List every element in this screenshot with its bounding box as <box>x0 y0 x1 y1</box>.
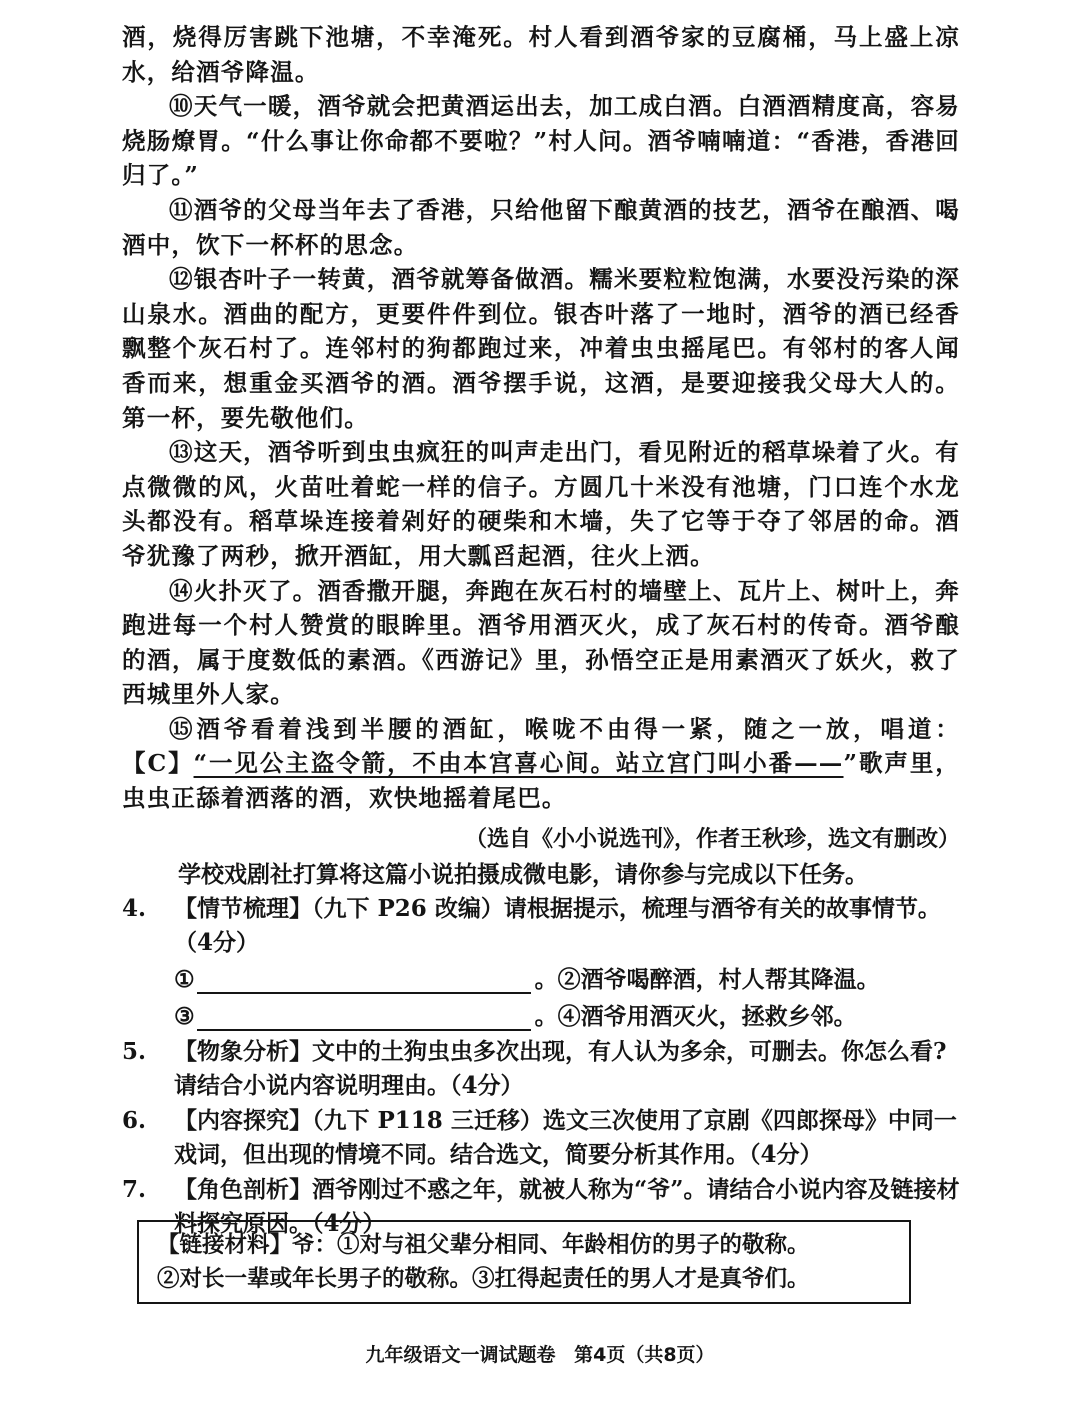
blank-followup: 。④酒爷用酒灭火，拯救乡邻。 <box>534 1002 857 1030</box>
blank-marker: ① <box>174 965 195 993</box>
page-footer <box>0 1340 1080 1367</box>
task-intro: 学校戏剧社打算将这篇小说拍摄成微电影，请你参与完成以下任务。 <box>178 860 868 888</box>
question-number: 5. <box>122 1037 147 1065</box>
question-list <box>122 892 960 1242</box>
exam-title: 九年级语文一调试题卷 <box>365 1344 556 1366</box>
question-5 <box>122 1035 960 1104</box>
paragraph-15-tail: ”歌声里，虫虫正舔着洒落的酒，欢快地摇着尾巴。 <box>122 749 960 813</box>
question-6 <box>122 1104 960 1173</box>
question-number: 4. <box>122 894 147 922</box>
paragraph-12: ⑫银杏叶子一转黄，酒爷就筹备做酒。糯米要粒粒饱满，水要没污染的深山泉水。酒曲的配方，更要件件到位。银杏叶落了一地时，酒爷的酒已经香飘整个灰石村了。连邻村的狗都跑过来，冲着虫虫摇尾巴。有邻村的客人闻香而来，想重金买酒爷的酒。酒爷摆手说，这酒，是要迎接我父母大人的。第一杯，要先敬他们。 <box>122 265 960 432</box>
answer-line-2 <box>122 998 960 1035</box>
blank-marker: ③ <box>174 1002 195 1030</box>
paragraph-14: ⑭火扑灭了。酒香撒开腿，奔跑在灰石村的墙壁上、瓦片上、树叶上，奔跑进每一个村人赞赏的眼眸里。酒爷用酒灭火，成了灰石村的传奇。酒爷酿的酒，属于度数低的素酒。《西游记》里，孙悟空正是用素酒灭了妖火，救了西城里外人家。 <box>122 576 960 709</box>
paragraph-15 <box>122 712 960 816</box>
link-material-box <box>137 1220 911 1304</box>
page-number: 第4页（共8页） <box>574 1344 715 1366</box>
paragraph-11: ⑪酒爷的父母当年去了香港，只给他留下酿黄酒的技艺，酒爷在酿酒、喝酒中，饮下一杯杯的思念。 <box>122 195 960 259</box>
source-citation: （选自《小小说选刊》，作者王秋珍，选文有删改） <box>464 825 960 852</box>
paragraph-10: ⑩天气一暖，酒爷就会把黄酒运出去，加工成白酒。白酒酒精度高，容易烧肠燎胃。“什么事让你命都不要啦？”村人问。酒爷喃喃道：“香港，香港回归了。” <box>122 92 960 190</box>
question-number: 6. <box>122 1106 147 1134</box>
answer-blank-1[interactable] <box>197 966 531 994</box>
paragraph-9-continued: 酒，烧得厉害跳下池塘，不幸淹死。村人看到酒爷家的豆腐桶，马上盛上凉水，给酒爷降温。 <box>122 23 960 86</box>
question-text: 【物象分析】文中的土狗虫虫多次出现，有人认为多余，可删去。你怎么看?请结合小说内容说明理由。（4分） <box>174 1037 947 1100</box>
question-4 <box>122 892 960 961</box>
blank-followup: 。②酒爷喝醉酒，村人帮其降温。 <box>534 965 880 993</box>
question-text: 【角色剖析】酒爷刚过不惑之年，就被人称为“爷”。请结合小说内容及链接材料探究原因。（4分） <box>174 1175 960 1238</box>
reading-passage <box>122 20 960 856</box>
answer-blank-3[interactable] <box>197 1003 531 1031</box>
paragraph-13: ⑬这天，酒爷听到虫虫疯狂的叫声走出门，看见附近的稻草垛着了火。有点微微的风，火苗吐着蛇一样的信子。方圆几十米没有池塘，门口连个水龙头都没有。稻草垛连接着剁好的硬柴和木墙，失了它等于夺了邻居的命。酒爷犹豫了两秒，掀开酒缸，用大瓢舀起酒，往火上洒。 <box>122 438 960 570</box>
link-material-line-1: 【链接材料】爷：①对与祖父辈分相同、年龄相仿的男子的敬称。 <box>157 1232 810 1258</box>
question-number: 7. <box>122 1175 147 1203</box>
link-material-line-2: ②对长一辈或年长男子的敬称。③扛得起责任的男人才是真爷们。 <box>157 1265 810 1292</box>
question-text: 【内容探究】（九下 P118 三迁移）选文三次使用了京剧《四郎探母》中同一戏词，但出现的情境不同。结合选文，简要分析其作用。（4分） <box>174 1106 957 1169</box>
paragraph-15-lead: ⑮酒爷看着浅到半腰的酒缸，喉咙不由得一紧，随之一放，唱道：【C】 <box>122 714 960 778</box>
question-text: 【情节梳理】（九下 P26 改编）请根据提示，梳理与酒爷有关的故事情节。（4分） <box>174 894 941 957</box>
opera-lyric-underlined: “一见公主盗令箭，不由本宫喜心间。站立宫门叫小番—— <box>193 749 844 778</box>
answer-line-1 <box>122 961 960 998</box>
